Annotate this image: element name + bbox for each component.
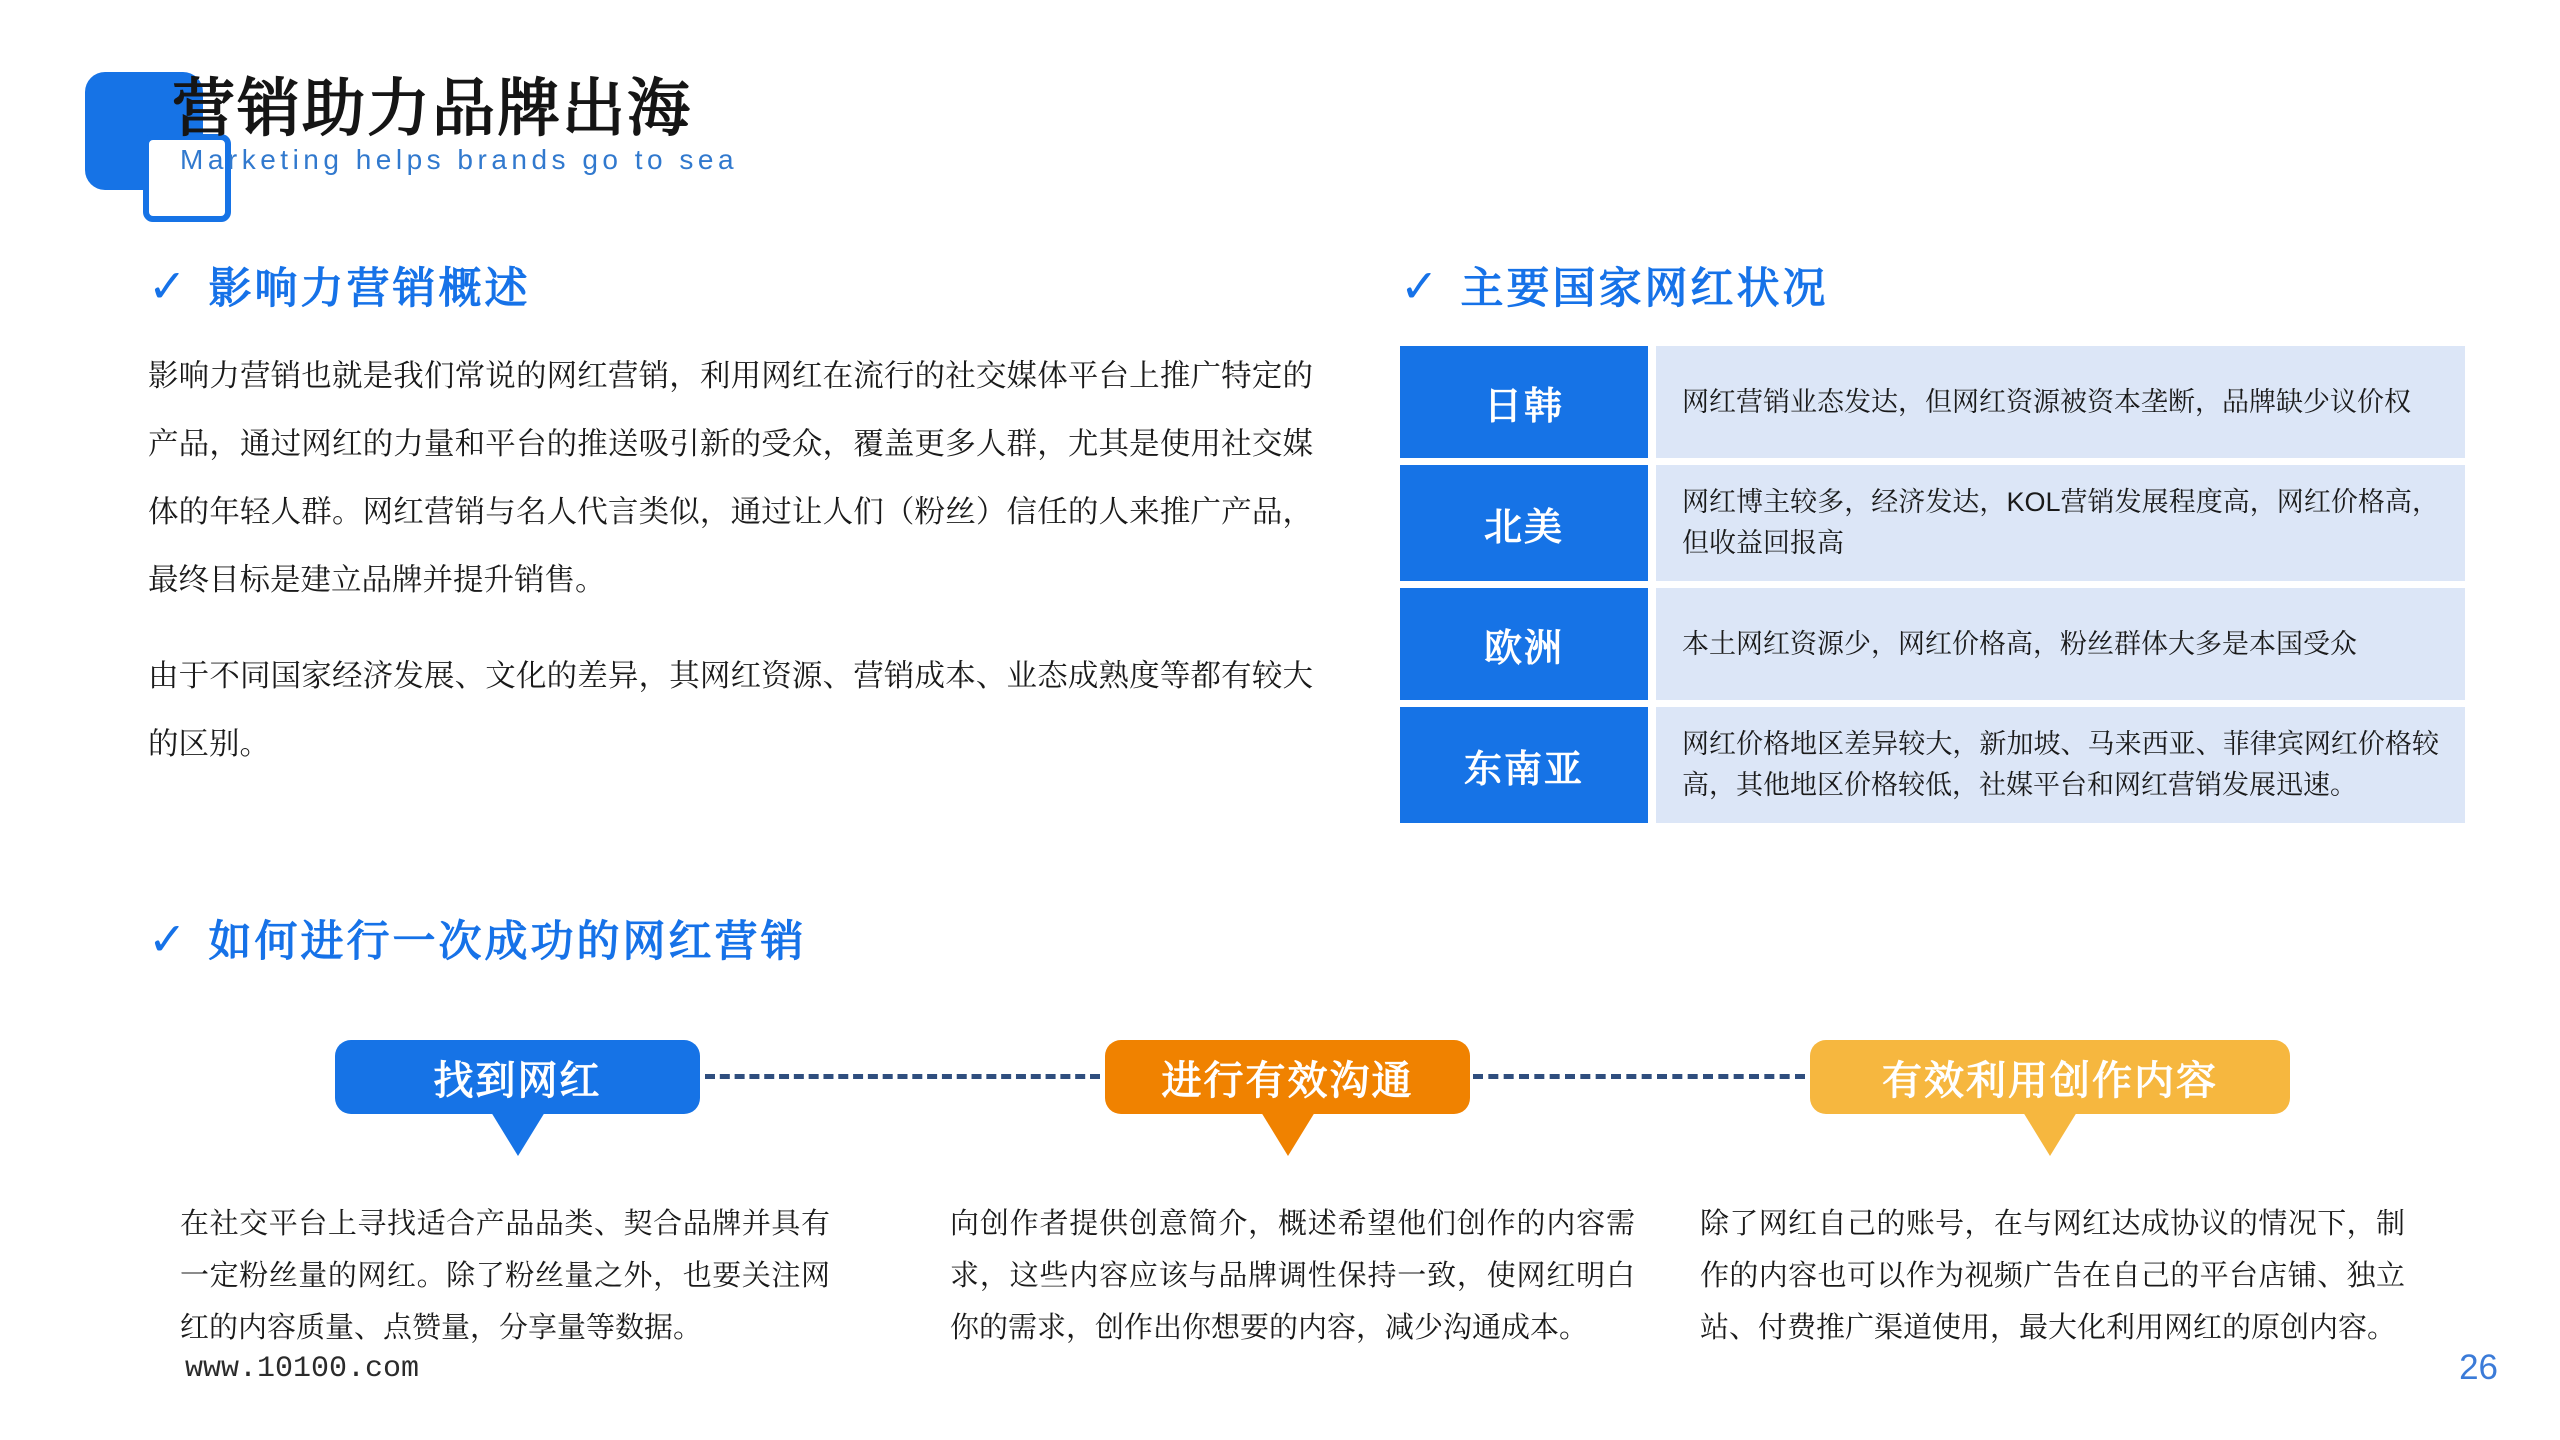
table-row [1400,346,2465,458]
step-badge-effective-communication [1105,1040,1470,1114]
region-description-cell: 网红营销业态发达，但网红资源被资本垄断，品牌缺少议价权 [1656,346,2465,458]
page-number: 26 [2459,1348,2498,1387]
step-badge-label: 有效利用创作内容 [1882,1058,2218,1103]
website-url: www.10100.com [185,1352,420,1386]
region-cell: 欧洲 [1400,588,1648,700]
step-description: 在社交平台上寻找适合产品品类、契合品牌并具有一定粉丝量的网红。除了粉丝量之外，也要关注网红的内容质量、点赞量，分享量等数据。 [180,1208,830,1344]
steps-heading-label: 如何进行一次成功的网红营销 [208,918,807,966]
overview-text-block [148,342,1313,778]
badge-pointer-icon [1261,1112,1315,1156]
checkmark-icon: ✓ [148,912,187,965]
countries-heading-label: 主要国家网红状况 [1460,265,1829,313]
region-description-cell: 本土网红资源少，网红价格高，粉丝群体大多是本国受众 [1656,588,2465,700]
region-description-cell: 网红价格地区差异较大，新加坡、马来西亚、菲律宾网红价格较高，其他地区价格较低，社媒平台和网红营销发展迅速。 [1656,707,2465,823]
page-subtitle: Marketing helps brands go to sea [180,144,739,175]
step-badge-label: 找到网红 [433,1058,602,1103]
page-title: 营销助力品牌出海 [172,74,692,144]
table-row [1400,588,2465,700]
dashed-connector [705,1074,1100,1079]
overview-section-heading [148,255,531,316]
overview-heading-label: 影响力营销概述 [208,265,531,313]
badge-pointer-icon [2023,1112,2077,1156]
steps-section-heading [148,908,807,969]
region-description-cell: 网红博主较多，经济发达，KOL营销发展程度高，网红价格高，但收益回报高 [1656,465,2465,581]
checkmark-icon: ✓ [1400,259,1439,312]
badge-pointer-icon [491,1112,545,1156]
region-cell: 东南亚 [1400,707,1648,823]
step-description: 向创作者提供创意简介，概述希望他们创作的内容需求，这些内容应该与品牌调性保持一致，使网红明白你的需求，创作出你想要的内容，减少沟通成本。 [950,1208,1635,1344]
step-badge-find-influencer [335,1040,700,1114]
step-description: 除了网红自己的账号，在与网红达成协议的情况下，制作的内容也可以作为视频广告在自己的平台店铺、独立站、付费推广渠道使用，最大化利用网红的原创内容。 [1700,1208,2405,1344]
table-row [1400,465,2465,581]
checkmark-icon: ✓ [148,259,187,312]
dashed-connector [1473,1074,1805,1079]
region-cell: 日韩 [1400,346,1648,458]
step-badge-label: 进行有效沟通 [1161,1058,1414,1103]
table-row [1400,707,2465,823]
region-cell: 北美 [1400,465,1648,581]
countries-section-heading [1400,255,1829,316]
step-badge-use-created-content [1810,1040,2290,1114]
overview-paragraph-2: 由于不同国家经济发展、文化的差异，其网红资源、营销成本、业态成熟度等都有较大的区别。 [148,659,1313,761]
countries-table [1400,346,2465,823]
overview-paragraph-1: 影响力营销也就是我们常说的网红营销，利用网红在流行的社交媒体平台上推广特定的产品，通过网红的力量和平台的推送吸引新的受众，覆盖更多人群，尤其是使用社交媒体的年轻人群。网红营销与名人代言类似，通过让人们（粉丝）信任的人来推广产品，最终目标是建立品牌并提升销售。 [148,359,1313,597]
